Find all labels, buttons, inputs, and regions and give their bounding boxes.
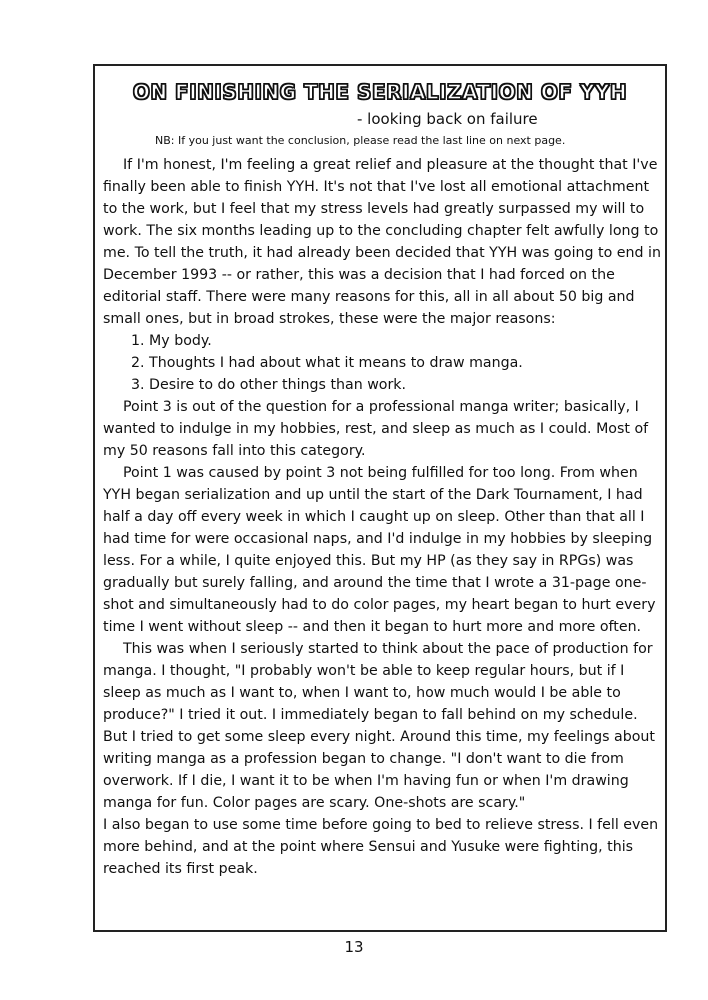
paragraph-4: This was when I seriously started to think about the pace of production for manga. I thought, "I probably won't be able to keep regular hours, but if I sleep as much as I want to, when I want to, how much would I be able to produce?" I tried it out. I immediately began to fall behind on my schedule. But I tried to get some sleep every night. Around this time, my feelings about writing manga as a profession began to change. "I don't want to die from overwork. If I die, I want it to be when I'm having fun or when I'm drawing manga for fun. Color pages are scary. One-shots are scary."	[103, 641, 655, 811]
page-title: ON FINISHING THE SERIALIZATION OF YYH	[132, 80, 628, 104]
page-number: 13	[344, 938, 364, 956]
page-frame	[93, 64, 667, 932]
reader-note: NB: If you just want the conclusion, please read the last line on next page.	[155, 134, 566, 147]
reasons-list	[103, 330, 663, 396]
reason-item: 1. My body.	[131, 333, 212, 349]
paragraph-5: I also began to use some time before going to bed to relieve stress. I fell even more behind, and at the point where Sensui and Yusuke were fighting, this reached its first peak.	[103, 817, 659, 877]
article-body	[103, 154, 663, 880]
reason-item: 3. Desire to do other things than work.	[131, 377, 407, 393]
reason-item: 2. Thoughts I had about what it means to draw manga.	[131, 355, 523, 371]
paragraph-3: Point 1 was caused by point 3 not being fulfilled for too long. From when YYH began serialization and up until the start of the Dark Tournament, I had half a day off every week in which I caught up on sleep. Other than that all I had time for were occasional naps, and I'd indulge in my hobbies by sleeping less. For a while, I quite enjoyed this. But my HP (as they say in RPGs) was gradually but surely falling, and around the time that I wrote a 31-page one-shot and simultaneously had to do color pages, my heart began to hurt every time I went without sleep -- and then it began to hurt more and more often.	[103, 465, 656, 635]
paragraph-1: If I'm honest, I'm feeling a great relief and pleasure at the thought that I've finally been able to finish YYH. It's not that I've lost all emotional attachment to the work, but I feel that my stress levels had greatly surpassed my will to work. The six months leading up to the concluding chapter felt awfully long to me. To tell the truth, it had already been decided that YYH was going to end in December 1993 -- or rather, this was a decision that I had forced on the editorial staff. There were many reasons for this, all in all about 50 big and small ones, but in broad strokes, these were the major reasons:	[103, 157, 661, 327]
subtitle: - looking back on failure	[357, 110, 538, 128]
paragraph-2: Point 3 is out of the question for a professional manga writer; basically, I wanted to indulge in my hobbies, rest, and sleep as much as I could. Most of my 50 reasons fall into this category.	[103, 399, 649, 459]
